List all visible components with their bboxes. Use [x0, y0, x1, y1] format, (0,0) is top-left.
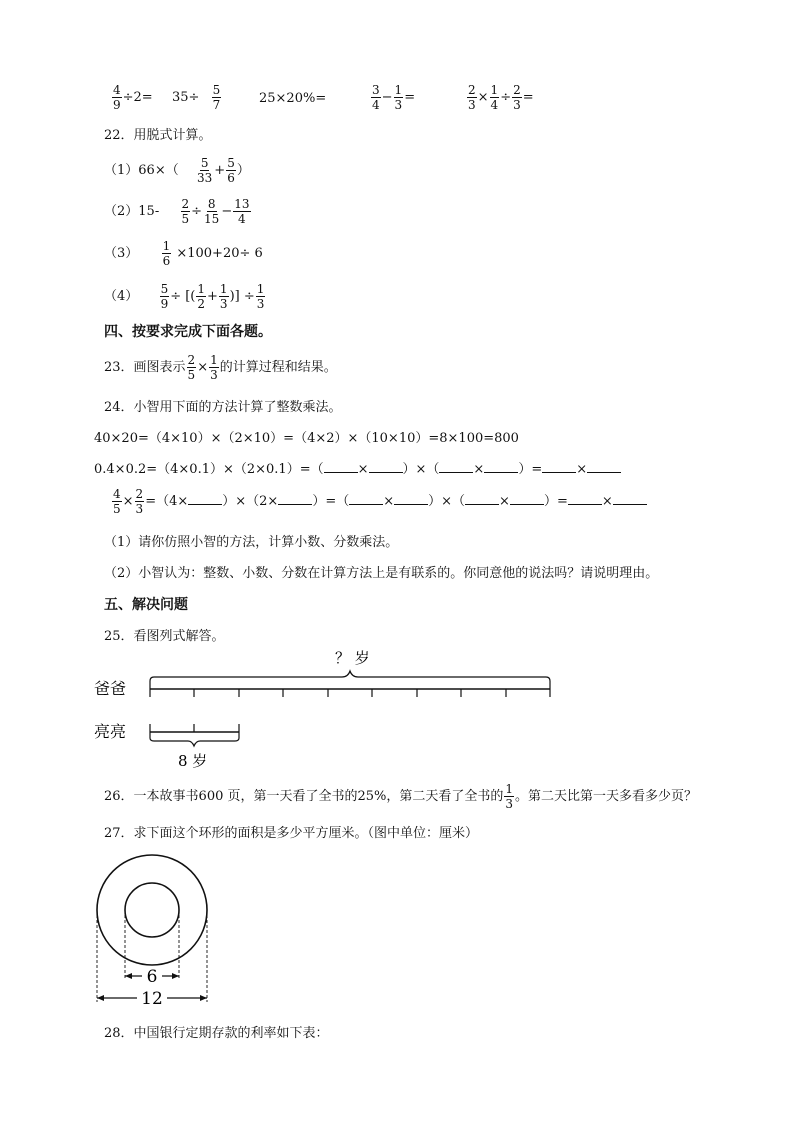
q24-line1: 40×20=（4×10）×（2×10）=（4×2）×（10×10）=8×100=800	[94, 431, 519, 446]
q26-text-pre: 26．一本故事书600 页，第一天看了全书的25%，第二天看了全书的	[104, 789, 504, 804]
blank[interactable]	[465, 492, 499, 505]
blank[interactable]	[324, 460, 358, 473]
denominator: 15	[204, 212, 220, 226]
denominator: 7	[212, 98, 221, 112]
section5-heading: 五、解决问题	[104, 597, 188, 613]
ring-diagram	[90, 852, 220, 1012]
blank[interactable]	[369, 460, 403, 473]
row21-expr5: $\frac{2}{3}$ × $\frac{1}{4}$ ÷ $\frac{2}{3}$ =	[468, 83, 534, 112]
operator: −	[381, 90, 393, 105]
row21-expr1	[111, 84, 153, 111]
section4-heading: 四、按要求完成下面各题。	[104, 324, 272, 340]
q23-text-pre: 23．画图表示	[104, 360, 186, 375]
denominator: 4	[372, 98, 380, 112]
numerator: 8	[207, 197, 216, 211]
q26-text-post: 。第二天比第一天多看多少页？	[515, 789, 698, 804]
inner-circle	[125, 883, 179, 937]
line3-text: ）=（	[312, 494, 350, 509]
expr-text: ÷ [(	[170, 289, 196, 304]
inner-arrow-right	[172, 973, 179, 979]
top-brace	[150, 671, 550, 689]
times: ×	[383, 494, 395, 509]
expr-text: )] ÷	[229, 289, 255, 304]
paren-join: ）×（	[402, 462, 440, 477]
part-label: （4）	[104, 289, 139, 304]
denominator: 3	[210, 368, 218, 382]
denominator: 3	[256, 297, 265, 311]
q24-line2	[94, 458, 621, 477]
denominator: 6	[162, 254, 171, 268]
denominator: 3	[394, 98, 403, 112]
times: ×	[473, 462, 485, 477]
equals: =	[404, 90, 416, 105]
part-label: （2）15-	[104, 204, 160, 219]
numerator: 2	[468, 83, 476, 97]
outer-diameter-label: 12	[141, 989, 163, 1009]
denominator: 2	[197, 297, 206, 311]
denominator: 33	[197, 171, 213, 185]
denominator: 5	[113, 502, 121, 516]
expr-text: 35÷	[172, 90, 200, 105]
operator: +	[214, 163, 226, 178]
times: ×	[122, 494, 134, 509]
q24-title: 24．小智用下面的方法计算了整数乘法。	[104, 400, 342, 415]
part-label: （3）	[104, 246, 139, 261]
part-label: （1）66×（	[104, 163, 179, 178]
denominator: 5	[187, 368, 196, 382]
times: ×	[601, 494, 613, 509]
denominator: 3	[135, 502, 144, 516]
denominator: 4	[490, 98, 499, 112]
blank[interactable]	[587, 460, 621, 473]
numerator: 3	[372, 83, 380, 97]
numerator: 5	[212, 83, 221, 97]
line2-text: 0.4×0.2=（4×0.1）×（2×0.1）=（	[94, 462, 324, 477]
denominator: 4	[238, 212, 246, 226]
age-line-diagram	[90, 645, 560, 775]
numerator: 1	[219, 282, 228, 296]
liang-label: 亮亮	[94, 722, 127, 741]
blank[interactable]	[349, 492, 383, 505]
outer-circle	[97, 855, 207, 965]
q22-part1	[104, 157, 250, 184]
numerator: 1	[505, 782, 514, 796]
line3-text: ）×（2×	[222, 494, 279, 509]
numerator: 1	[490, 83, 499, 97]
inner-arrow-left	[125, 973, 132, 979]
q23-text-post: 的计算过程和结果。	[219, 360, 337, 375]
denominator: 3	[219, 297, 228, 311]
expr-text: ×100+20÷ 6	[176, 246, 263, 261]
q25-title: 25．看图列式解答。	[104, 629, 225, 644]
numerator: 5	[227, 156, 235, 170]
q27-title: 27．求下面这个环形的面积是多少平方厘米。（图中单位：厘米）	[104, 826, 479, 841]
q22-part2	[104, 198, 252, 225]
numerator: 4	[113, 83, 121, 97]
bottom-age-label: 8 岁	[178, 752, 208, 770]
inner-diameter-label: 6	[146, 967, 158, 987]
row21-expr4	[370, 84, 415, 111]
blank[interactable]	[542, 460, 576, 473]
denominator: 6	[227, 171, 235, 185]
times: ×	[576, 462, 588, 477]
q24-line3	[111, 488, 647, 515]
denominator: 9	[160, 297, 169, 311]
close-eq: ）=	[518, 462, 543, 477]
numerator: 2	[181, 197, 190, 211]
numerator: 13	[234, 197, 250, 211]
blank[interactable]	[278, 492, 312, 505]
outer-arrow-left	[97, 995, 104, 1001]
close-paren: ）	[236, 163, 250, 178]
numerator: 1	[394, 83, 403, 97]
close-eq: ）=	[543, 494, 568, 509]
operator: −	[221, 204, 233, 219]
operator: +	[207, 289, 218, 304]
denominator: 3	[468, 98, 476, 112]
expr-text: ÷2=	[122, 90, 153, 105]
numerator: 4	[113, 487, 121, 501]
numerator: 1	[210, 353, 218, 367]
q24-sub2: （2）小智认为：整数、小数、分数在计算方法上是有联系的。你同意他的说法吗？请说明理由。	[104, 566, 659, 581]
numerator: 2	[187, 353, 196, 367]
blank[interactable]	[510, 492, 544, 505]
q22-title: 22．用脱式计算。	[104, 128, 212, 143]
blank[interactable]	[484, 460, 518, 473]
dad-ticks	[150, 689, 550, 697]
times: ×	[357, 462, 369, 477]
q24-sub1: （1）请你仿照小智的方法，计算小数、分数乘法。	[104, 535, 399, 550]
bottom-brace	[150, 732, 239, 746]
numerator: 1	[256, 282, 265, 296]
q23	[104, 354, 337, 381]
blank[interactable]	[439, 460, 473, 473]
row21-expr2	[172, 84, 222, 111]
numerator: 5	[160, 282, 169, 296]
paren-join: ）×（	[428, 494, 466, 509]
times: ×	[499, 494, 510, 509]
equals: =	[522, 90, 534, 105]
numerator: 1	[197, 282, 206, 296]
q28-title: 28．中国银行定期存款的利率如下表：	[104, 1026, 329, 1041]
outer-arrow-right	[200, 995, 207, 1001]
operator: ÷	[191, 204, 203, 219]
line3-text: =（4×	[145, 494, 189, 509]
blank[interactable]	[613, 492, 647, 505]
q22-part4	[104, 283, 266, 310]
denominator: 3	[505, 797, 514, 811]
blank[interactable]	[394, 492, 428, 505]
liang-ticks	[150, 724, 239, 732]
operator: ×	[197, 360, 209, 375]
blank[interactable]	[568, 492, 602, 505]
q26	[104, 783, 697, 810]
numerator: 2	[513, 83, 521, 97]
numerator: 5	[200, 156, 209, 170]
top-age-label: ？ 岁	[335, 649, 370, 667]
numerator: 2	[135, 487, 144, 501]
denominator: 3	[513, 98, 521, 112]
denominator: 9	[113, 98, 121, 112]
row21-expr3: 25×20%=	[259, 91, 327, 106]
numerator: 1	[162, 239, 171, 253]
blank[interactable]	[188, 492, 222, 505]
q22-part3	[104, 240, 263, 267]
dad-label: 爸爸	[94, 679, 127, 698]
denominator: 5	[181, 212, 190, 226]
